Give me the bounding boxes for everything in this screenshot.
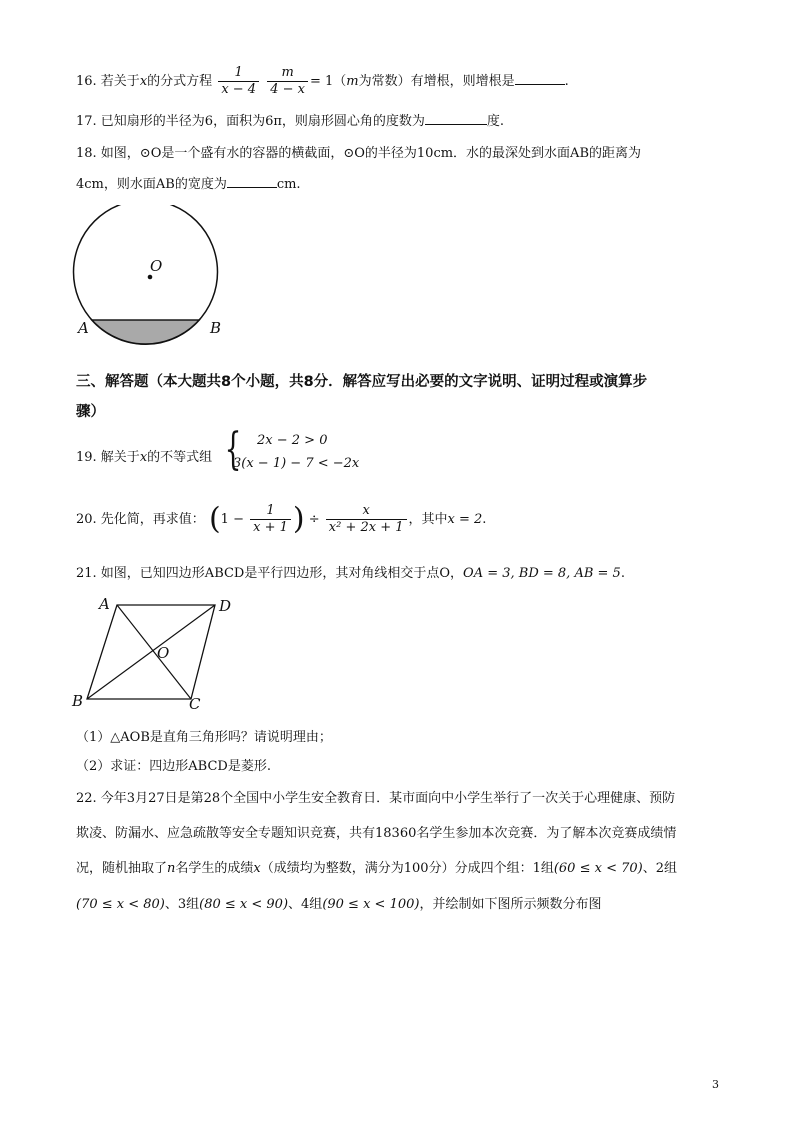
question-16: 16. 若关于x的分式方程 $\frac{1}{x - 4}$ $\frac{m}{4 - x}$ = 1（m为常数）有增根，则增根是 .: [76, 65, 569, 97]
fraction-q20-2: $\frac{x}{\text{x² + 2x + 1}}$: [326, 503, 407, 536]
question-22-line3: 况，随机抽取了n名学生的成绩x（成绩均为整数，满分为100分）分成四个组：1组(60 ≤ x < 70)、2组: [76, 861, 677, 876]
water-segment: [92, 320, 200, 344]
inequality-brace: {: [224, 424, 242, 475]
section-3-heading-line1: 三、解答题（本大题共8个小题，共8分．解答应写出必要的文字说明、证明过程或演算步: [76, 374, 648, 390]
answer-blank-18: [227, 175, 277, 188]
page-number: 3: [712, 1078, 719, 1091]
inequality-2: 3(x − 1) − 7 < −2x: [233, 456, 360, 471]
label-a: A: [78, 319, 89, 337]
label-b: B: [210, 319, 222, 337]
label-d: D: [219, 597, 232, 615]
question-21-part-1: （1）△AOB是直角三角形吗？请说明理由；: [76, 730, 332, 745]
fraction-1: $\frac{1}{x - 4}$: [218, 65, 259, 98]
label-o: O: [150, 257, 163, 275]
fraction-2: $\frac{m}{4 - x}$: [267, 65, 308, 98]
question-17: 17. 已知扇形的半径为6，面积为6π，则扇形圆心角的度数为 度.: [76, 114, 505, 129]
figure-18-circle: [70, 205, 240, 355]
diagonal-bd: [87, 605, 215, 699]
question-19: 19. 解关于x的不等式组: [76, 450, 213, 465]
question-21: 21. 如图，已知四边形ABCD是平行四边形，其对角线相交于点O，OA = 3, BD = 8, AB = 5.: [76, 566, 625, 581]
center-point: [148, 275, 153, 280]
label-o: O: [157, 644, 170, 662]
label-c: C: [189, 695, 201, 713]
question-22-line4: (70 ≤ x < 80)、3组(80 ≤ x < 90)、4组(90 ≤ x < 100)，并绘制如下图所示频数分布图: [76, 897, 602, 912]
fraction-q20-1: $\frac{1}{x + 1}$: [250, 503, 291, 536]
diagonal-ac: [117, 605, 191, 699]
label-b: B: [72, 692, 84, 710]
question-22-line1: 22. 今年3月27日是第28个全国中小学生安全教育日．某市面向中小学生举行了一次关于心理健康、预防: [76, 791, 676, 806]
question-18-line2: 4cm，则水面AB的宽度为 cm.: [76, 177, 301, 192]
figure-21-parallelogram: [68, 592, 248, 714]
answer-blank-16: [515, 72, 565, 85]
question-20: 20. 先化简，再求值： (1 − $\frac{1}{x + 1}$ ) ÷ $\frac{x}{\text{x² + 2x + 1}}$ ，其中x = 2.: [76, 501, 487, 537]
answer-blank-17: [425, 112, 487, 125]
question-18-line1: 18. 如图，⊙O是一个盛有水的容器的横截面，⊙O的半径为10cm．水的最深处到水面AB的距离为: [76, 146, 641, 161]
label-a: A: [99, 595, 110, 613]
section-3-heading-line2: 骤）: [76, 404, 105, 420]
question-22-line2: 欺凌、防漏水、应急疏散等安全专题知识竞赛，共有18360名学生参加本次竞赛．为了解本次竞赛成绩情: [76, 826, 677, 841]
question-21-part-2: （2）求证：四边形ABCD是菱形.: [76, 759, 271, 774]
inequality-1: 2x − 2 > 0: [257, 433, 328, 448]
